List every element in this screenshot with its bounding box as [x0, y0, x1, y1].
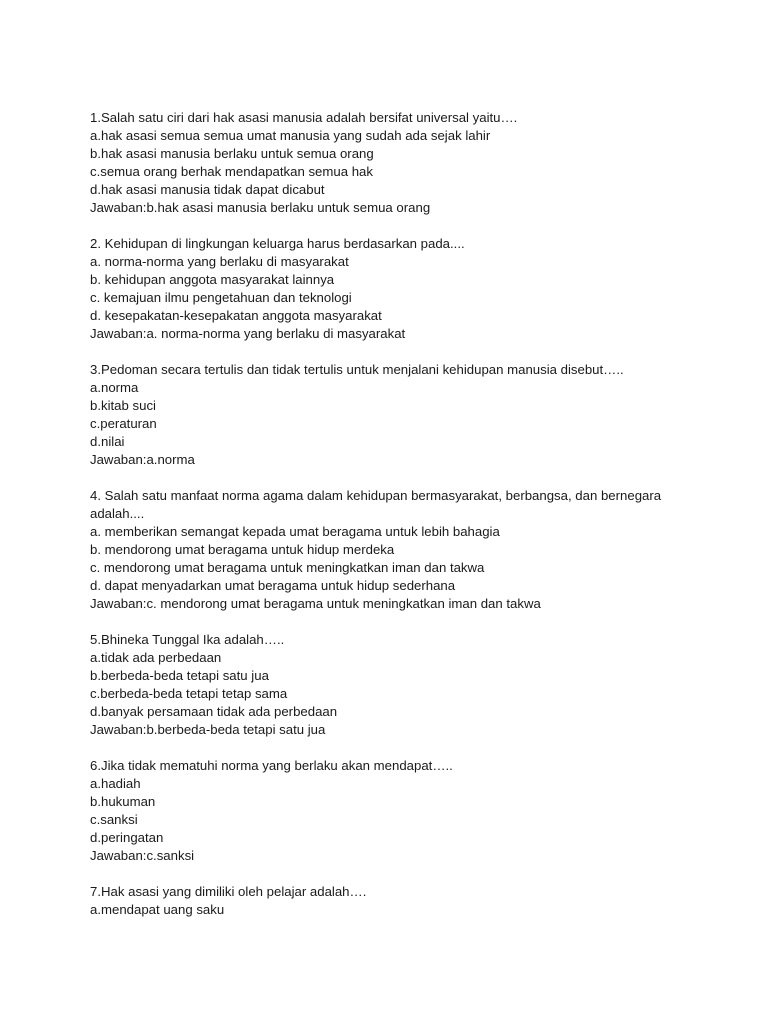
answer-key: Jawaban:c. mendorong umat beragama untuk meningkatkan iman dan takwa: [90, 596, 541, 611]
answer-option-d: d. kesepakatan-kesepakatan anggota masyarakat: [90, 308, 382, 323]
answer-option-c: c.berbeda-beda tetapi tetap sama: [90, 686, 288, 701]
question-5: [90, 631, 690, 739]
answer-key: Jawaban:b.hak asasi manusia berlaku untuk semua orang: [90, 200, 431, 215]
answer-option-b: b.hukuman: [90, 794, 156, 809]
answer-option-a: a.mendapat uang saku: [90, 902, 225, 917]
answer-option-b: b. kehidupan anggota masyarakat lainnya: [90, 272, 335, 287]
question-prompt: 1.Salah satu ciri dari hak asasi manusia adalah bersifat universal yaitu….: [90, 110, 518, 125]
answer-option-a: a.tidak ada perbedaan: [90, 650, 222, 665]
answer-option-c: c. kemajuan ilmu pengetahuan dan teknologi: [90, 290, 352, 305]
question-7: [90, 883, 690, 919]
document-body: [90, 109, 690, 937]
answer-option-c: c.semua orang berhak mendapatkan semua hak: [90, 164, 373, 179]
answer-key: Jawaban:a. norma-norma yang berlaku di masyarakat: [90, 326, 406, 341]
answer-key: Jawaban:a.norma: [90, 452, 195, 467]
question-prompt: 3.Pedoman secara tertulis dan tidak tertulis untuk menjalani kehidupan manusia disebut…..: [90, 362, 624, 377]
answer-option-a: a.hadiah: [90, 776, 141, 791]
question-prompt: 6.Jika tidak mematuhi norma yang berlaku akan mendapat…..: [90, 758, 453, 773]
answer-option-a: a.norma: [90, 380, 139, 395]
question-3: [90, 361, 690, 469]
answer-option-c: c.peraturan: [90, 416, 157, 431]
question-2: [90, 235, 690, 343]
answer-option-b: b.kitab suci: [90, 398, 156, 413]
question-1: [90, 109, 690, 217]
answer-option-d: d. dapat menyadarkan umat beragama untuk hidup sederhana: [90, 578, 456, 593]
answer-option-b: b. mendorong umat beragama untuk hidup merdeka: [90, 542, 395, 557]
answer-option-c: c. mendorong umat beragama untuk meningkatkan iman dan takwa: [90, 560, 485, 575]
answer-option-b: b.hak asasi manusia berlaku untuk semua orang: [90, 146, 374, 161]
answer-option-d: d.hak asasi manusia tidak dapat dicabut: [90, 182, 325, 197]
answer-option-a: a.hak asasi semua semua umat manusia yang sudah ada sejak lahir: [90, 128, 491, 143]
answer-option-d: d.peringatan: [90, 830, 164, 845]
question-4: [90, 487, 690, 613]
answer-option-b: b.berbeda-beda tetapi satu jua: [90, 668, 269, 683]
question-prompt: 2. Kehidupan di lingkungan keluarga harus berdasarkan pada....: [90, 236, 465, 251]
answer-option-c: c.sanksi: [90, 812, 138, 827]
answer-option-a: a. memberikan semangat kepada umat beragama untuk lebih bahagia: [90, 524, 500, 539]
question-prompt: 4. Salah satu manfaat norma agama dalam kehidupan bermasyarakat, berbangsa, dan bernegara adalah....: [90, 488, 665, 521]
answer-option-d: d.nilai: [90, 434, 125, 449]
answer-key: Jawaban:c.sanksi: [90, 848, 195, 863]
answer-option-d: d.banyak persamaan tidak ada perbedaan: [90, 704, 338, 719]
answer-option-a: a. norma-norma yang berlaku di masyarakat: [90, 254, 349, 269]
question-prompt: 5.Bhineka Tunggal Ika adalah…..: [90, 632, 285, 647]
question-prompt: 7.Hak asasi yang dimiliki oleh pelajar adalah….: [90, 884, 367, 899]
answer-key: Jawaban:b.berbeda-beda tetapi satu jua: [90, 722, 326, 737]
question-6: [90, 757, 690, 865]
